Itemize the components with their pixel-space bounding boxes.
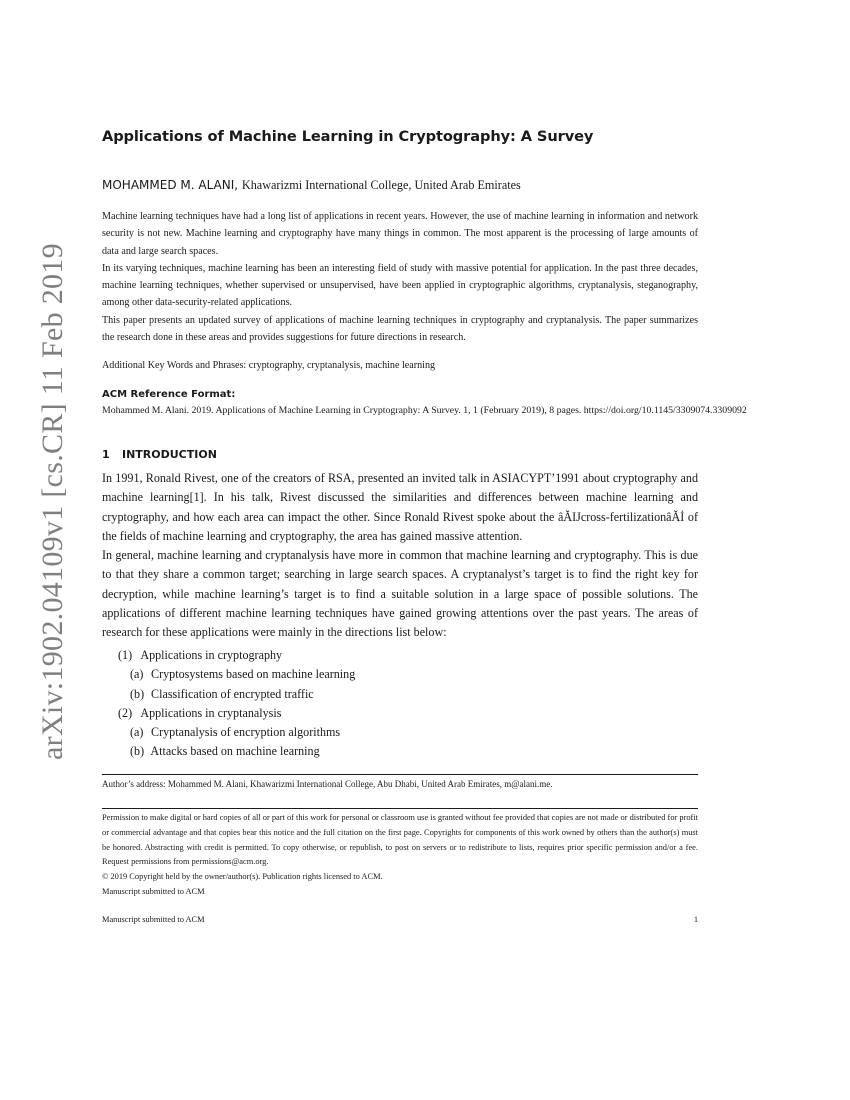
author-affiliation: Khawarizmi International College, United Arab Emirates	[241, 178, 521, 192]
permission-divider	[102, 808, 698, 809]
introduction-body	[102, 469, 698, 643]
list-item	[118, 646, 355, 665]
list-item	[118, 704, 355, 723]
list-item	[118, 685, 355, 704]
abstract-paragraph: In its varying techniques, machine learning has been an interesting field of study with massive potential for application. In the past three decades, machine learning techniques, whether supervised or unsupervised, have been applied in cryptographic algorithms, cryptanalysis, steganography, among other data-security-related applications.	[102, 262, 698, 309]
acm-reference-heading: ACM Reference Format:	[102, 389, 236, 400]
list-item-label: (2)	[118, 705, 133, 720]
page-number: 1	[693, 915, 698, 924]
manuscript-note: Manuscript submitted to ACM	[102, 886, 205, 896]
page-footer-left: Manuscript submitted to ACM	[102, 915, 205, 924]
list-item	[118, 665, 355, 684]
abstract	[102, 208, 698, 346]
section-heading	[102, 448, 217, 461]
footnote-divider	[102, 774, 698, 775]
list-item-label: (b)	[130, 744, 145, 759]
abstract-paragraph: Machine learning techniques have had a long list of applications in recent years. However, the use of machine learning in information and network security is not new. Machine learning and cryptography have many things in common. The most apparent is the processing of large amounts of data and large search spaces.	[102, 211, 698, 257]
section-title: INTRODUCTION	[122, 448, 217, 461]
acm-reference-text: Mohammed M. Alani. 2019. Applications of Machine Learning in Cryptography: A Survey. 1, 1 (February 2019), 8 pages. https://doi.org/10.1145/3309074.3309092	[102, 405, 747, 416]
body-paragraph: In general, machine learning and cryptanalysis have more in common that machine learning and cryptography. This is due to that they share a common target; searching in large search spaces. A cryptanalyst’s target is to find the right key for decryption, while machine learning’s target is to find a suitable solution in a large space of possible solutions. The applications of different machine learning techniques have gained growing attentions over the past years. The areas of research for these applications were mainly in the directions list below:	[102, 548, 698, 640]
author-line	[102, 178, 521, 193]
list-item-text: Cryptosystems based on machine learning	[151, 667, 356, 682]
list-item-text: Cryptanalysis of encryption algorithms	[151, 725, 341, 740]
list-item-label: (a)	[130, 725, 144, 740]
keywords: Additional Key Words and Phrases: cryptography, cryptanalysis, machine learning	[102, 360, 436, 371]
list-item-text: Applications in cryptanalysis	[140, 705, 282, 720]
permission-text: Permission to make digital or hard copies of all or part of this work for personal or classroom use is granted without fee provided that copies are not made or distributed for profit or commercial advantage and that copies bear this notice and the full citation on the first page. Copyrights for components of this work owned by others than the author(s) must be honored. Abstracting with credit is permitted. To copy otherwise, or republish, to post on servers or to redistribute to lists, requires prior specific permission and/or a fee. Request permissions from permissions@acm.org.	[102, 813, 698, 867]
list-item	[118, 742, 355, 761]
arxiv-identifier: arXiv:1902.04109v1 [cs.CR] 11 Feb 2019	[36, 243, 69, 760]
list-item-label: (a)	[130, 667, 144, 682]
copyright-line: © 2019 Copyright held by the owner/author(s). Publication rights licensed to ACM.	[102, 872, 383, 882]
list-item-label: (b)	[130, 686, 145, 701]
paper-title: Applications of Machine Learning in Cryptography: A Survey	[102, 128, 594, 145]
directions-list	[118, 646, 355, 762]
permission-notice	[102, 811, 698, 900]
author-address: Author’s address: Mohammed M. Alani, Khawarizmi International College, Abu Dhabi, United Arab Emirates, m@alani.me.	[102, 779, 553, 789]
list-item-text: Attacks based on machine learning	[150, 744, 320, 759]
list-item-text: Applications in cryptography	[140, 648, 283, 662]
section-number: 1	[102, 448, 110, 461]
list-item-text: Classification of encrypted traffic	[151, 686, 314, 701]
list-item-label: (1)	[118, 648, 133, 662]
body-paragraph: In 1991, Ronald Rivest, one of the creators of RSA, presented an invited talk in ASIACYPT’1991 about cryptography and machine learning[1]. In his talk, Rivest discussed the similarities and differences between machine learning and cryptography, and how each area can impact the other. Since Ronald Rivest spoke about the âĂIJcross-fertilizationâĂİ of the fields of machine learning and cryptography, the area has gained massive attention.	[102, 471, 698, 543]
list-item	[118, 723, 355, 742]
abstract-paragraph: This paper presents an updated survey of applications of machine learning techniques in cryptography and cryptanalysis. The paper summarizes the research done in these areas and provides suggestions for future directions in research.	[102, 314, 698, 344]
author-name: MOHAMMED M. ALANI,	[102, 178, 239, 192]
